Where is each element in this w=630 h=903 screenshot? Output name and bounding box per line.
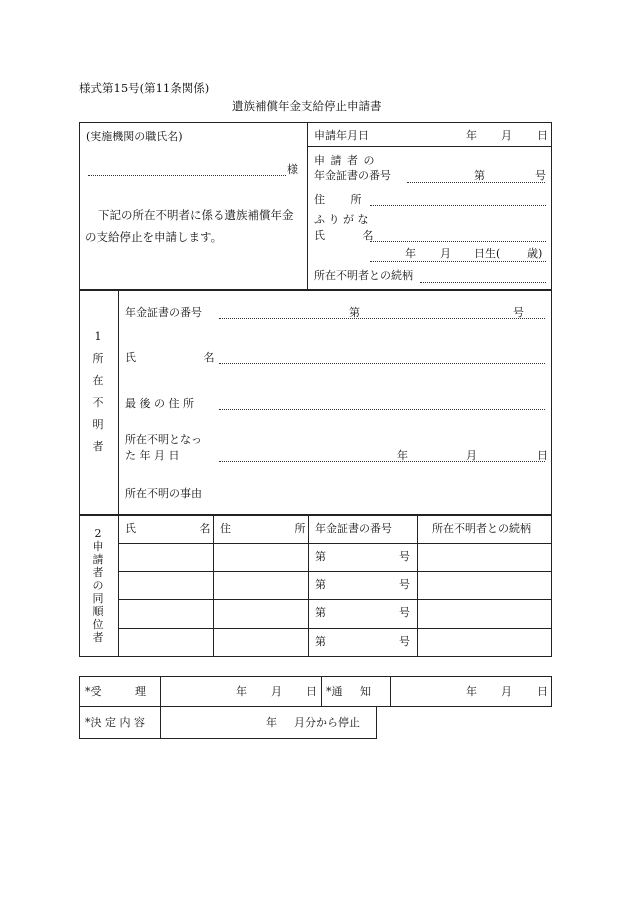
furigana-label: ふ り が な [314, 213, 369, 226]
missing-reason-label: 所在不明の事由 [125, 487, 202, 500]
missing-name-label: 氏 名 [125, 351, 215, 364]
received-label: *受 理 [85, 685, 146, 698]
missing-date-label: 所在不明となっ [125, 433, 202, 446]
form-title: 遺族補償年金支給停止申請書 [232, 99, 382, 113]
applicant-cert-field[interactable] [407, 182, 545, 183]
form-number: 様式第15号(第11条関係) [79, 81, 210, 95]
header-block [79, 122, 552, 290]
missing-cert-label: 年金証書の番号 [125, 306, 202, 319]
application-date-label: 申請年月日 [314, 129, 369, 142]
agency-field[interactable] [88, 175, 286, 176]
notice-label: *通 知 [326, 685, 371, 698]
col-relation-header: 所在不明者との続柄 [432, 522, 531, 535]
agency-label: (実施機関の職氏名) [86, 130, 183, 143]
last-address-label: 最 後 の 住 所 [125, 397, 194, 410]
row-cert-dai: 第 [315, 550, 326, 563]
section2-label: 2 申 請 者 の 同 順 位 者 [92, 527, 104, 644]
relation-label: 所在不明者との続柄 [314, 269, 413, 282]
col-address-header: 住 所 [220, 522, 306, 535]
applicant-address-field[interactable] [370, 205, 546, 206]
col-name-header: 氏 名 [125, 522, 211, 535]
applicant-name-field[interactable] [370, 241, 546, 242]
applicant-birth-field[interactable] [370, 261, 546, 262]
missing-date-field[interactable] [219, 461, 545, 462]
decision-label: *決 定 内 容 [85, 716, 145, 729]
missing-name-field[interactable] [219, 363, 545, 364]
col-cert-header: 年金証書の番号 [315, 522, 392, 535]
applicant-cert-label: 申 請 者 の [314, 154, 376, 167]
last-address-field[interactable] [219, 409, 545, 410]
missing-cert-field[interactable] [219, 318, 545, 319]
relation-field[interactable] [420, 282, 546, 283]
request-text-1: 下記の所在不明者に係る遺族補償年金 [98, 208, 294, 222]
applicant-name-label: 氏 名 [314, 229, 374, 242]
section1-label: 1 所 在 不 明 者 [92, 330, 104, 453]
request-text-2: の支給停止を申請します。 [85, 230, 223, 244]
applicant-address-label: 住 所 [314, 193, 362, 206]
sama-text: 様 [287, 163, 298, 176]
